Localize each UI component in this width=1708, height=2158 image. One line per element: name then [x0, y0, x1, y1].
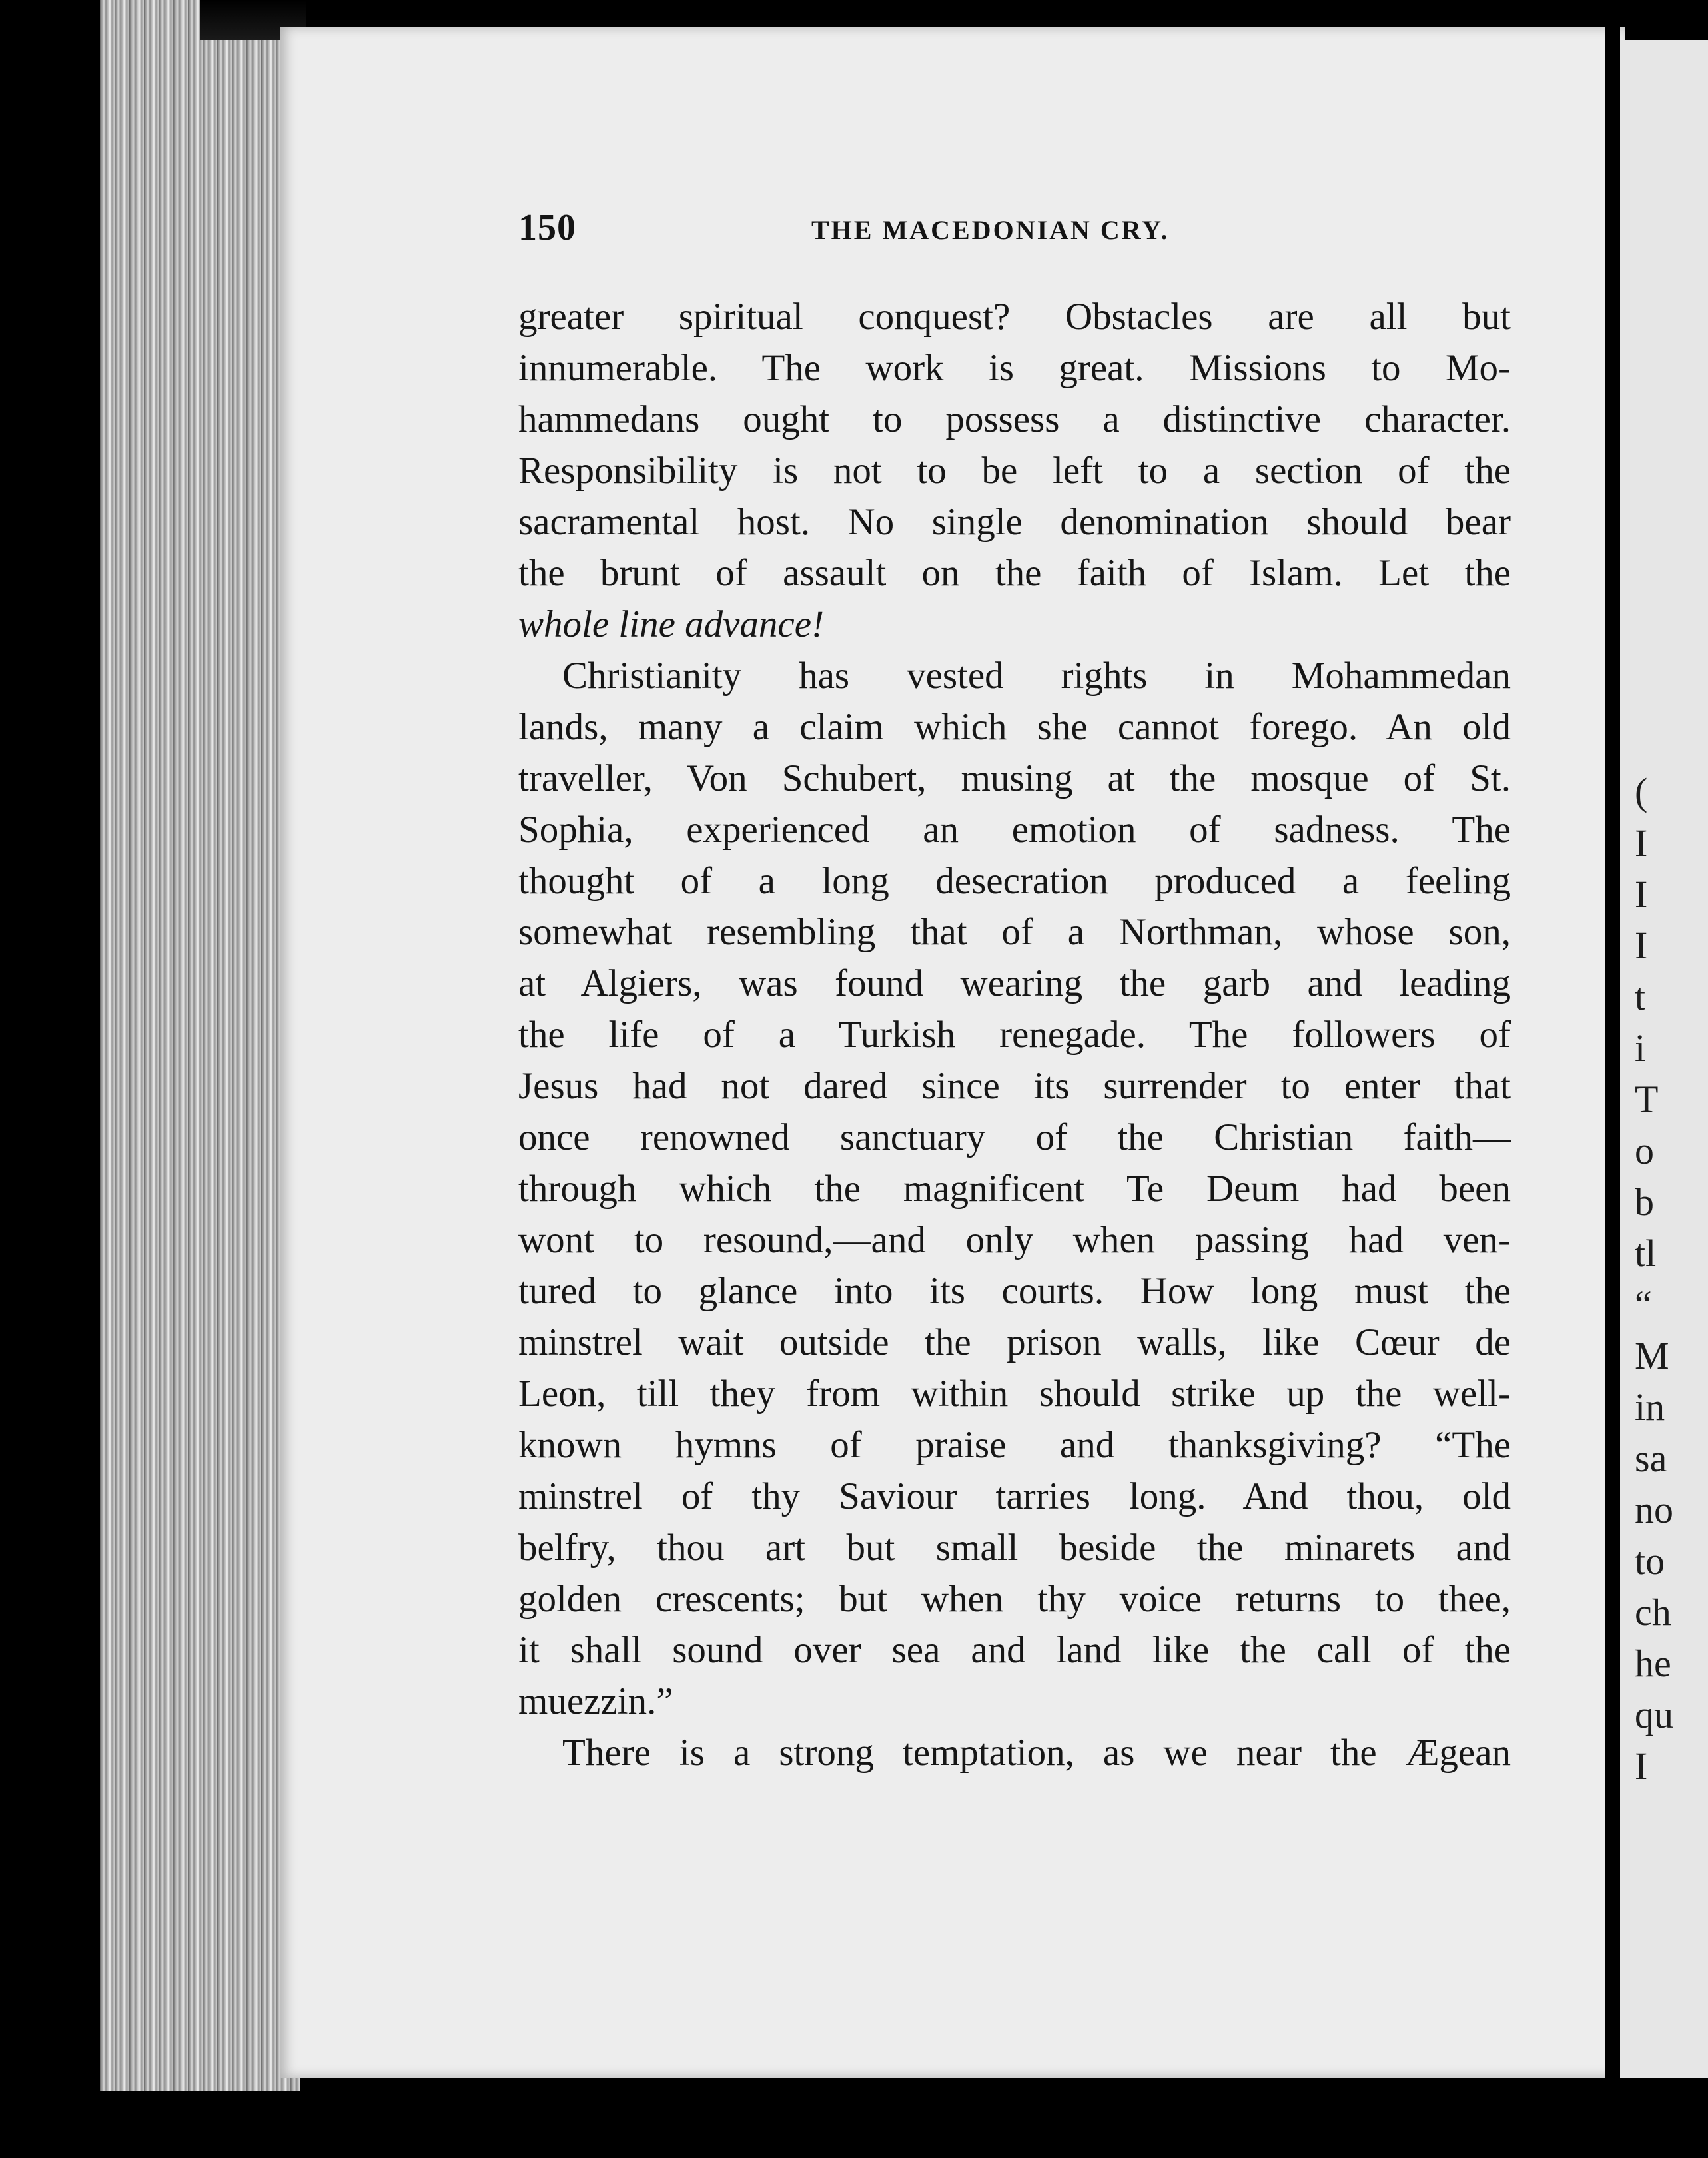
text-line: hammedans ought to possess a distinctive character.	[518, 398, 1511, 440]
facing-page-fragment: qu	[1635, 1693, 1673, 1736]
facing-page-fragment: T	[1635, 1078, 1659, 1121]
text-line: the brunt of assault on the faith of Islam. Let the	[518, 552, 1511, 594]
facing-page-fragment: M	[1635, 1334, 1669, 1377]
text-line: lands, many a claim which she cannot forego. An old	[518, 706, 1511, 748]
running-head	[518, 206, 1511, 260]
text-line: Responsibility is not to be left to a section of the	[518, 450, 1511, 492]
text-line: somewhat resembling that of a Northman, whose son,	[518, 911, 1511, 953]
facing-page-fragment: in	[1635, 1385, 1665, 1429]
text-line: muezzin.”	[518, 1680, 673, 1722]
facing-page-fragment: i	[1635, 1026, 1646, 1070]
text-line: traveller, Von Schubert, musing at the mosque of St.	[518, 757, 1511, 799]
facing-page-fragment: he	[1635, 1642, 1671, 1685]
facing-page-fragment: I	[1635, 924, 1648, 967]
page-edge-stack	[100, 0, 300, 2091]
facing-page-fragment: (	[1635, 770, 1648, 813]
text-line: golden crescents; but when thy voice returns to thee,	[518, 1578, 1511, 1620]
text-line: Christianity has vested rights in Mohammedan	[562, 655, 1511, 697]
page-number: 150	[518, 207, 576, 248]
facing-page-text	[1635, 766, 1673, 1792]
facing-page-fragment: t	[1635, 975, 1646, 1018]
running-title: THE MACEDONIAN CRY.	[811, 215, 1170, 245]
text-line: Leon, till they from within should strike up the well-	[518, 1373, 1511, 1415]
facing-page-fragment: I	[1635, 1744, 1648, 1788]
text-line: tured to glance into its courts. How long must the	[518, 1270, 1511, 1312]
text-line: whole line advance!	[518, 603, 825, 645]
text-line: greater spiritual conquest? Obstacles are all but	[518, 296, 1511, 338]
text-line: minstrel of thy Saviour tarries long. And thou, old	[518, 1475, 1511, 1517]
text-line: sacramental host. No single denomination should bear	[518, 501, 1511, 543]
text-line: at Algiers, was found wearing the garb and leading	[518, 962, 1511, 1004]
text-line: once renowned sanctuary of the Christian faith—	[518, 1116, 1511, 1158]
facing-page-fragment: “	[1635, 1283, 1652, 1326]
facing-page-fragment: to	[1635, 1539, 1665, 1583]
text-line: it shall sound over sea and land like the call of the	[518, 1629, 1511, 1671]
text-line: Jesus had not dared since its surrender to enter that	[518, 1065, 1511, 1107]
gutter-shadow	[1605, 0, 1620, 2158]
facing-page-fragment: b	[1635, 1180, 1654, 1224]
facing-page-fragment: o	[1635, 1129, 1654, 1172]
text-line: through which the magnificent Te Deum had been	[518, 1168, 1511, 1210]
text-line: wont to resound,—and only when passing had ven-	[518, 1219, 1511, 1261]
text-line: There is a strong temptation, as we near the Ægean	[562, 1732, 1511, 1774]
facing-page-fragment: ch	[1635, 1591, 1671, 1634]
text-line: minstrel wait outside the prison walls, like Cœur de	[518, 1321, 1511, 1363]
text-line: innumerable. The work is great. Missions to Mo-	[518, 347, 1511, 389]
body-text	[518, 291, 1511, 1778]
text-line: belfry, thou art but small beside the minarets and	[518, 1527, 1511, 1569]
facing-page-fragment: I	[1635, 821, 1648, 865]
text-line: the life of a Turkish renegade. The followers of	[518, 1014, 1511, 1056]
facing-page	[1620, 40, 1708, 2078]
facing-page-fragment: sa	[1635, 1437, 1667, 1480]
text-line: thought of a long desecration produced a feeling	[518, 860, 1511, 902]
facing-page-fragment: I	[1635, 873, 1648, 916]
text-line: Sophia, experienced an emotion of sadness. The	[518, 809, 1511, 851]
facing-page-fragment: no	[1635, 1488, 1673, 1531]
text-line: known hymns of praise and thanksgiving? “The	[518, 1424, 1511, 1466]
facing-page-fragment: tl	[1635, 1232, 1657, 1275]
